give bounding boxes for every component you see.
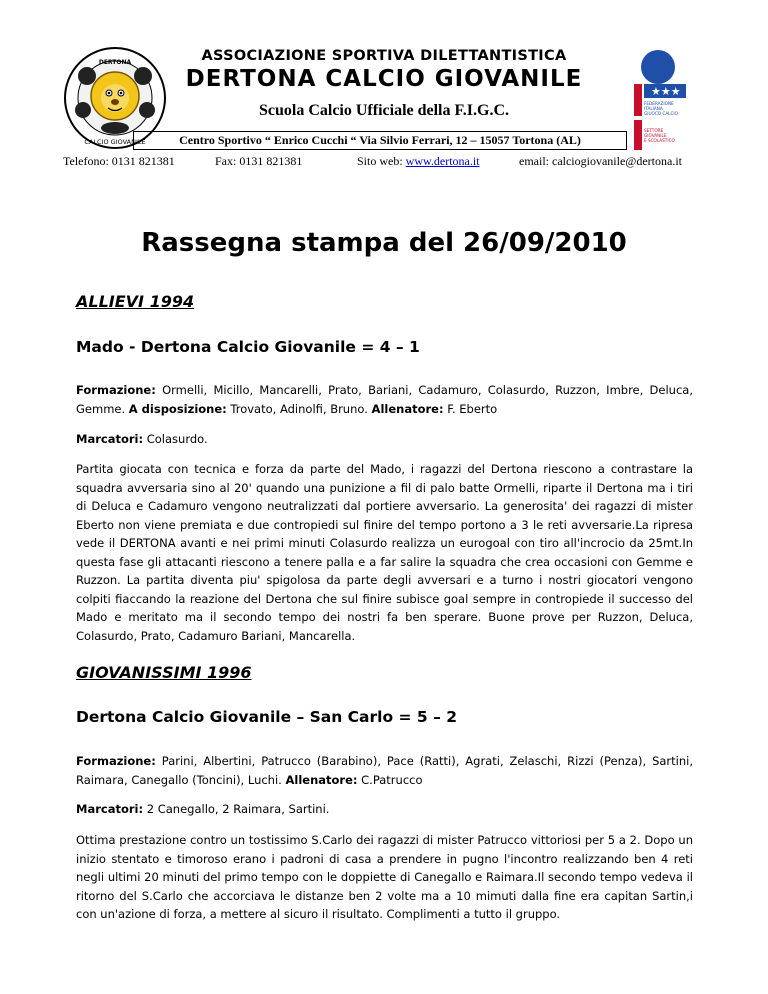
bench-players: Trovato, Adinolfi, Bruno. <box>226 401 372 416</box>
coach-label: Allenatore: <box>285 772 358 787</box>
school-subtitle: Scuola Calcio Ufficiale della F.I.G.C. <box>258 102 510 119</box>
match-result: Dertona Calcio Giovanile – San Carlo = 5 – 2 <box>76 708 458 726</box>
svg-text:FEDERAZIONE: FEDERAZIONE <box>644 101 674 106</box>
scorers <box>76 430 693 449</box>
page-title: Rassegna stampa del 26/09/2010 <box>141 228 627 258</box>
match-report: Ottima prestazione contro un tostissimo S.Carlo dei ragazzi di mister Patrucco vittoriosi per 5 a 2. Dopo un inizio stentato e timoroso erano i padroni di casa a prendere in pugno l'incontro realizzando ben 4 reti negli ultimi 20 minuti del primo tempo con le doppiette di Canegallo e Raimara.Il secondo tempo vedeva il ritorno del S.Carlo che accorciava le distanze ben 2 volte ma a 10 mimuti dalla fine era capitan Sartin,i con un'azione di forza, a mettere al sicuro il risultato. Complimenti a tutto il gruppo. <box>76 833 693 921</box>
website <box>357 154 480 169</box>
svg-text:DERTONA: DERTONA <box>98 59 132 66</box>
coach-label: Allenatore: <box>371 401 444 416</box>
match-result: Mado - Dertona Calcio Giovanile = 4 – 1 <box>76 338 420 356</box>
phone: Telefono: 0131 821381 <box>63 154 175 168</box>
svg-text:★★★: ★★★ <box>651 85 681 98</box>
scorers-label: Marcatori: <box>76 802 144 816</box>
lineup-label: Formazione: <box>76 754 156 768</box>
match-report: Partita giocata con tecnica e forza da parte del Mado, i ragazzi del Dertona riescono a contrastare la squadra avversaria sino al 20' quando una punizione a fil di palo batte Ormelli, riparte il Dertona ma i tiri di Deluca e Cadamuro vengono neutralizzati dal portiere avversario. La generosita' dei ragazzi di mister Eberto non viene premiata e due contropiedi sul finire del tempo portono a 3 le reti avversarie.La ripresa vede il DERTONA avanti e nei primi minuti Colasurdo realizza un eurogoal con tiro all'incrocio da 25mt.In questa fase gli attacanti riescono a tenere palla e a far salire la squadra che crea occasioni con Gemme e Ruzzon. La partita diventa piu' spigolosa da parte degli avversari e a turno i nostri giocatori vengono colpiti fiaccando la reazione del Dertona che sul finire subisce goal sempre in contropiede il successo del Mado e meritato ma il secondo tempo dei nostri fa ben sperare. Buone prove per Ruzzon, Deluca, Colasurdo, Prato, Cadamuro Bariani, Mancarella. <box>76 462 693 643</box>
coach-name: F. Eberto <box>443 401 498 416</box>
svg-text:E SCOLASTICO: E SCOLASTICO <box>644 138 675 143</box>
svg-text:GIOVANILE: GIOVANILE <box>644 133 667 138</box>
section-heading-allievi: ALLIEVI 1994 <box>76 292 195 311</box>
website-link[interactable]: www.dertona.it <box>405 154 480 168</box>
svg-text:GIUOCO CALCIO: GIUOCO CALCIO <box>644 111 678 116</box>
email: email: calciogiovanile@dertona.it <box>519 154 682 168</box>
lineup-label: Formazione: <box>76 383 156 397</box>
lineup <box>76 752 693 789</box>
association-name: ASSOCIAZIONE SPORTIVA DILETTANTISTICA <box>201 48 567 64</box>
lineup-players: Ormelli, Micillo, Mancarelli, Prato, Bariani, Cadamuro, Colasurdo, Ruzzon, Imbre, Deluca, Gemme. <box>76 383 693 416</box>
lineup <box>76 381 693 418</box>
address-box: Centro Sportivo “ Enrico Cucchi “ Via Silvio Ferrari, 12 – 15057 Tortona (AL) <box>133 131 627 150</box>
scorers <box>76 800 693 819</box>
section-heading-giovanissimi: GIOVANISSIMI 1996 <box>76 663 252 682</box>
bench-label: A disposizione: <box>128 401 227 416</box>
svg-text:CALCIO GIOVANILE: CALCIO GIOVANILE <box>84 138 146 146</box>
fax: Fax: 0131 821381 <box>215 154 303 168</box>
lineup-players: Parini, Albertini, Patrucco (Barabino), Pace (Ratti), Agrati, Zelaschi, Rizzi (Penza), Sartini, Raimara, Canegallo (Toncini), Luchi. <box>76 754 693 787</box>
coach-name: C.Patrucco <box>357 772 423 787</box>
scorers-list: Colasurdo. <box>143 432 208 446</box>
svg-text:SETTORE: SETTORE <box>644 128 664 133</box>
website-label: Sito web: <box>357 154 406 168</box>
scorers-list: 2 Canegallo, 2 Raimara, Sartini. <box>143 802 330 816</box>
club-name: DERTONA CALCIO GIOVANILE <box>185 66 583 92</box>
svg-text:ITALIANA: ITALIANA <box>644 106 663 111</box>
scorers-label: Marcatori: <box>76 432 144 446</box>
